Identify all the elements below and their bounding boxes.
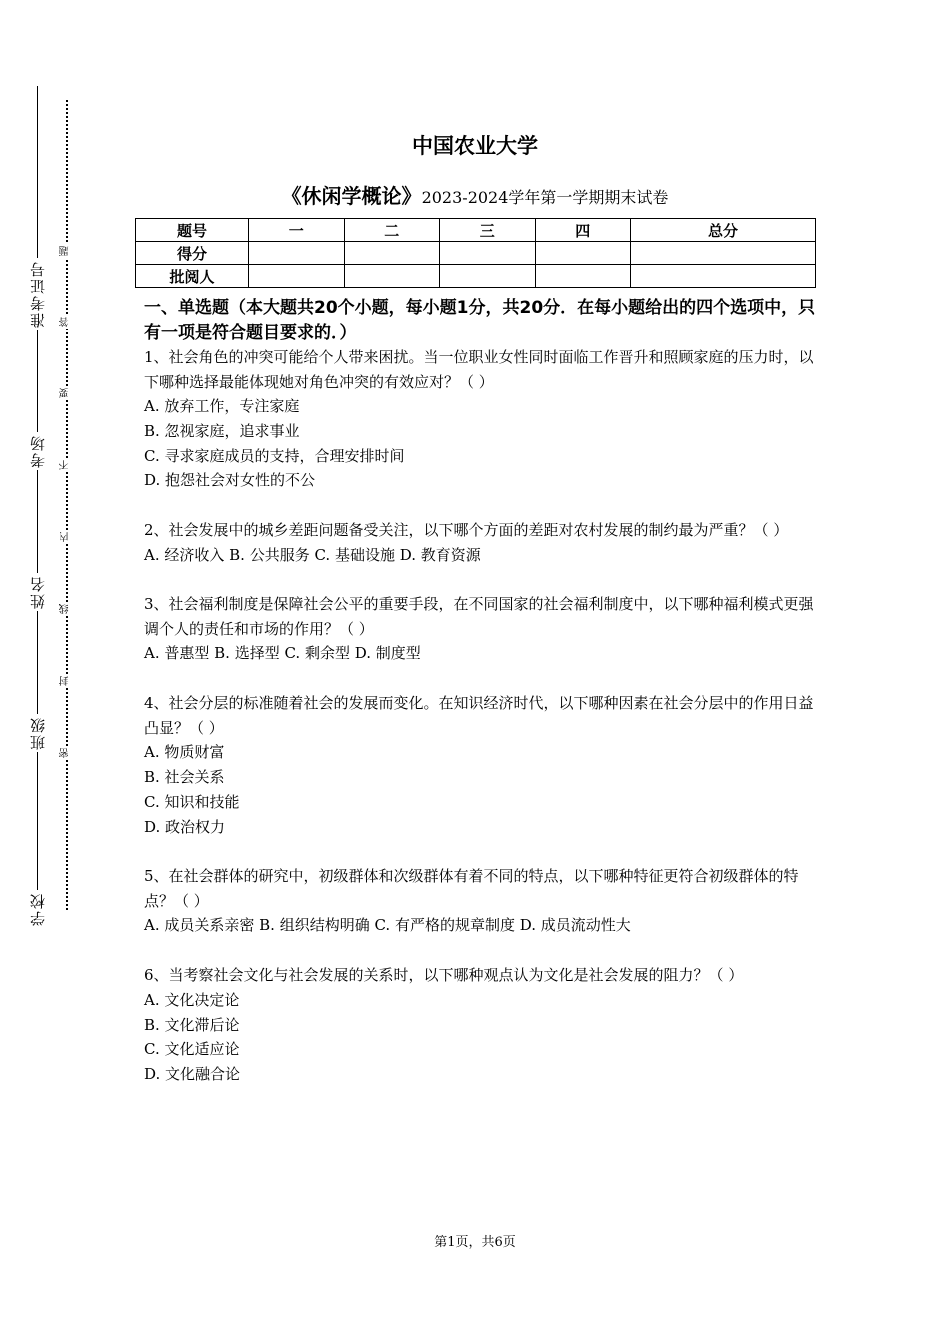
seal-char: 封 <box>60 676 71 686</box>
option-d: D. 抱怨社会对女性的不公 <box>144 471 316 490</box>
score-cell[interactable] <box>631 242 816 265</box>
score-table-header-row <box>136 219 816 242</box>
question-6 <box>144 963 816 1087</box>
seal-char: 不 <box>60 460 71 470</box>
option-a: A. 文化决定论 <box>144 990 240 1009</box>
option-d: D. 政治权力 <box>144 817 226 836</box>
options-line: A. 普惠型 B. 选择型 C. 剩余型 D. 制度型 <box>144 644 421 663</box>
university-title: 中国农业大学 <box>412 134 538 158</box>
seal-char: 题 <box>60 246 71 256</box>
binding-solid-line <box>37 86 38 926</box>
class-label: 班级 <box>29 716 47 750</box>
question-stem: 4、社会分层的标准随着社会的发展而变化。在知识经济时代，以下哪种因素在社会分层中的作用日益凸显？（ ） <box>144 694 814 737</box>
seal-dotted-line <box>66 100 68 910</box>
option-c: C. 知识和技能 <box>144 792 240 811</box>
row-label: 批阅人 <box>136 265 249 288</box>
score-cell[interactable] <box>535 242 631 265</box>
grader-cell[interactable] <box>344 265 440 288</box>
option-d: D. 文化融合论 <box>144 1065 241 1084</box>
options-line: A. 经济收入 B. 公共服务 C. 基础设施 D. 教育资源 <box>144 545 481 564</box>
score-cell[interactable] <box>344 242 440 265</box>
seal-char: 线 <box>60 604 71 614</box>
name-label: 姓名 <box>29 575 47 609</box>
options-line: A. 成员关系亲密 B. 组织结构明确 C. 有严格的规章制度 D. 成员流动性大 <box>144 916 631 935</box>
col-header: 三 <box>440 219 536 242</box>
score-table <box>135 218 816 288</box>
question-5 <box>144 864 816 938</box>
score-cell[interactable] <box>249 242 345 265</box>
grader-row <box>136 265 816 288</box>
question-stem: 6、当考察社会文化与社会发展的关系时，以下哪种观点认为文化是社会发展的阻力？（ ） <box>144 966 744 985</box>
question-stem: 2、社会发展中的城乡差距问题备受关注，以下哪个方面的差距对农村发展的制约最为严重？（ ） <box>144 521 789 540</box>
exam-subtitle <box>0 180 950 209</box>
score-row <box>136 242 816 265</box>
question-3 <box>144 592 816 666</box>
page-footer: 第1页，共6页 <box>434 1235 516 1250</box>
col-header: 四 <box>535 219 631 242</box>
score-cell[interactable] <box>440 242 536 265</box>
question-4 <box>144 691 816 839</box>
exam-room-label: 考场 <box>29 434 47 468</box>
section-heading: 一、单选题（本大题共20个小题，每小题1分，共20分．在每小题给出的四个选项中，只有一项是符合题目要求的．） <box>144 298 816 343</box>
grader-cell[interactable] <box>440 265 536 288</box>
seal-char: 内 <box>60 532 71 542</box>
course-title: 《休闲学概论》 <box>281 184 422 208</box>
option-b: B. 文化滞后论 <box>144 1015 240 1034</box>
option-b: B. 社会关系 <box>144 768 225 787</box>
exam-number-label: 准考证号 <box>29 260 47 328</box>
seal-char: 答 <box>60 317 71 327</box>
grader-cell[interactable] <box>249 265 345 288</box>
option-a: A. 物质财富 <box>144 743 225 762</box>
option-c: C. 寻求家庭成员的支持，合理安排时间 <box>144 446 405 465</box>
col-header: 二 <box>344 219 440 242</box>
question-2 <box>144 518 816 567</box>
option-c: C. 文化适应论 <box>144 1040 240 1059</box>
col-header: 总分 <box>631 219 816 242</box>
term-text: 2023-2024学年第一学期期末试卷 <box>421 188 669 207</box>
grader-cell[interactable] <box>535 265 631 288</box>
question-stem: 3、社会福利制度是保障社会公平的重要手段，在不同国家的社会福利制度中，以下哪种福利模式更强调个人的责任和市场的作用？（ ） <box>144 595 814 638</box>
question-list <box>144 345 816 1112</box>
col-header: 一 <box>249 219 345 242</box>
school-label: 学校 <box>29 892 47 926</box>
question-stem: 5、在社会群体的研究中，初级群体和次级群体有着不同的特点，以下哪种特征更符合初级群体的特点？（ ） <box>144 867 799 910</box>
row-label: 得分 <box>136 242 249 265</box>
option-a: A. 放弃工作，专注家庭 <box>144 397 300 415</box>
seal-char: 密 <box>60 748 71 758</box>
option-b: B. 忽视家庭，追求事业 <box>144 421 300 440</box>
question-1 <box>144 345 816 493</box>
col-header: 题号 <box>136 219 249 242</box>
grader-cell[interactable] <box>631 265 816 288</box>
question-stem: 1、社会角色的冲突可能给个人带来困扰。当一位职业女性同时面临工作晋升和照顾家庭的压力时，以下哪种选择最能体现她对角色冲突的有效应对？（ ） <box>144 348 814 391</box>
seal-char: 要 <box>60 388 71 398</box>
